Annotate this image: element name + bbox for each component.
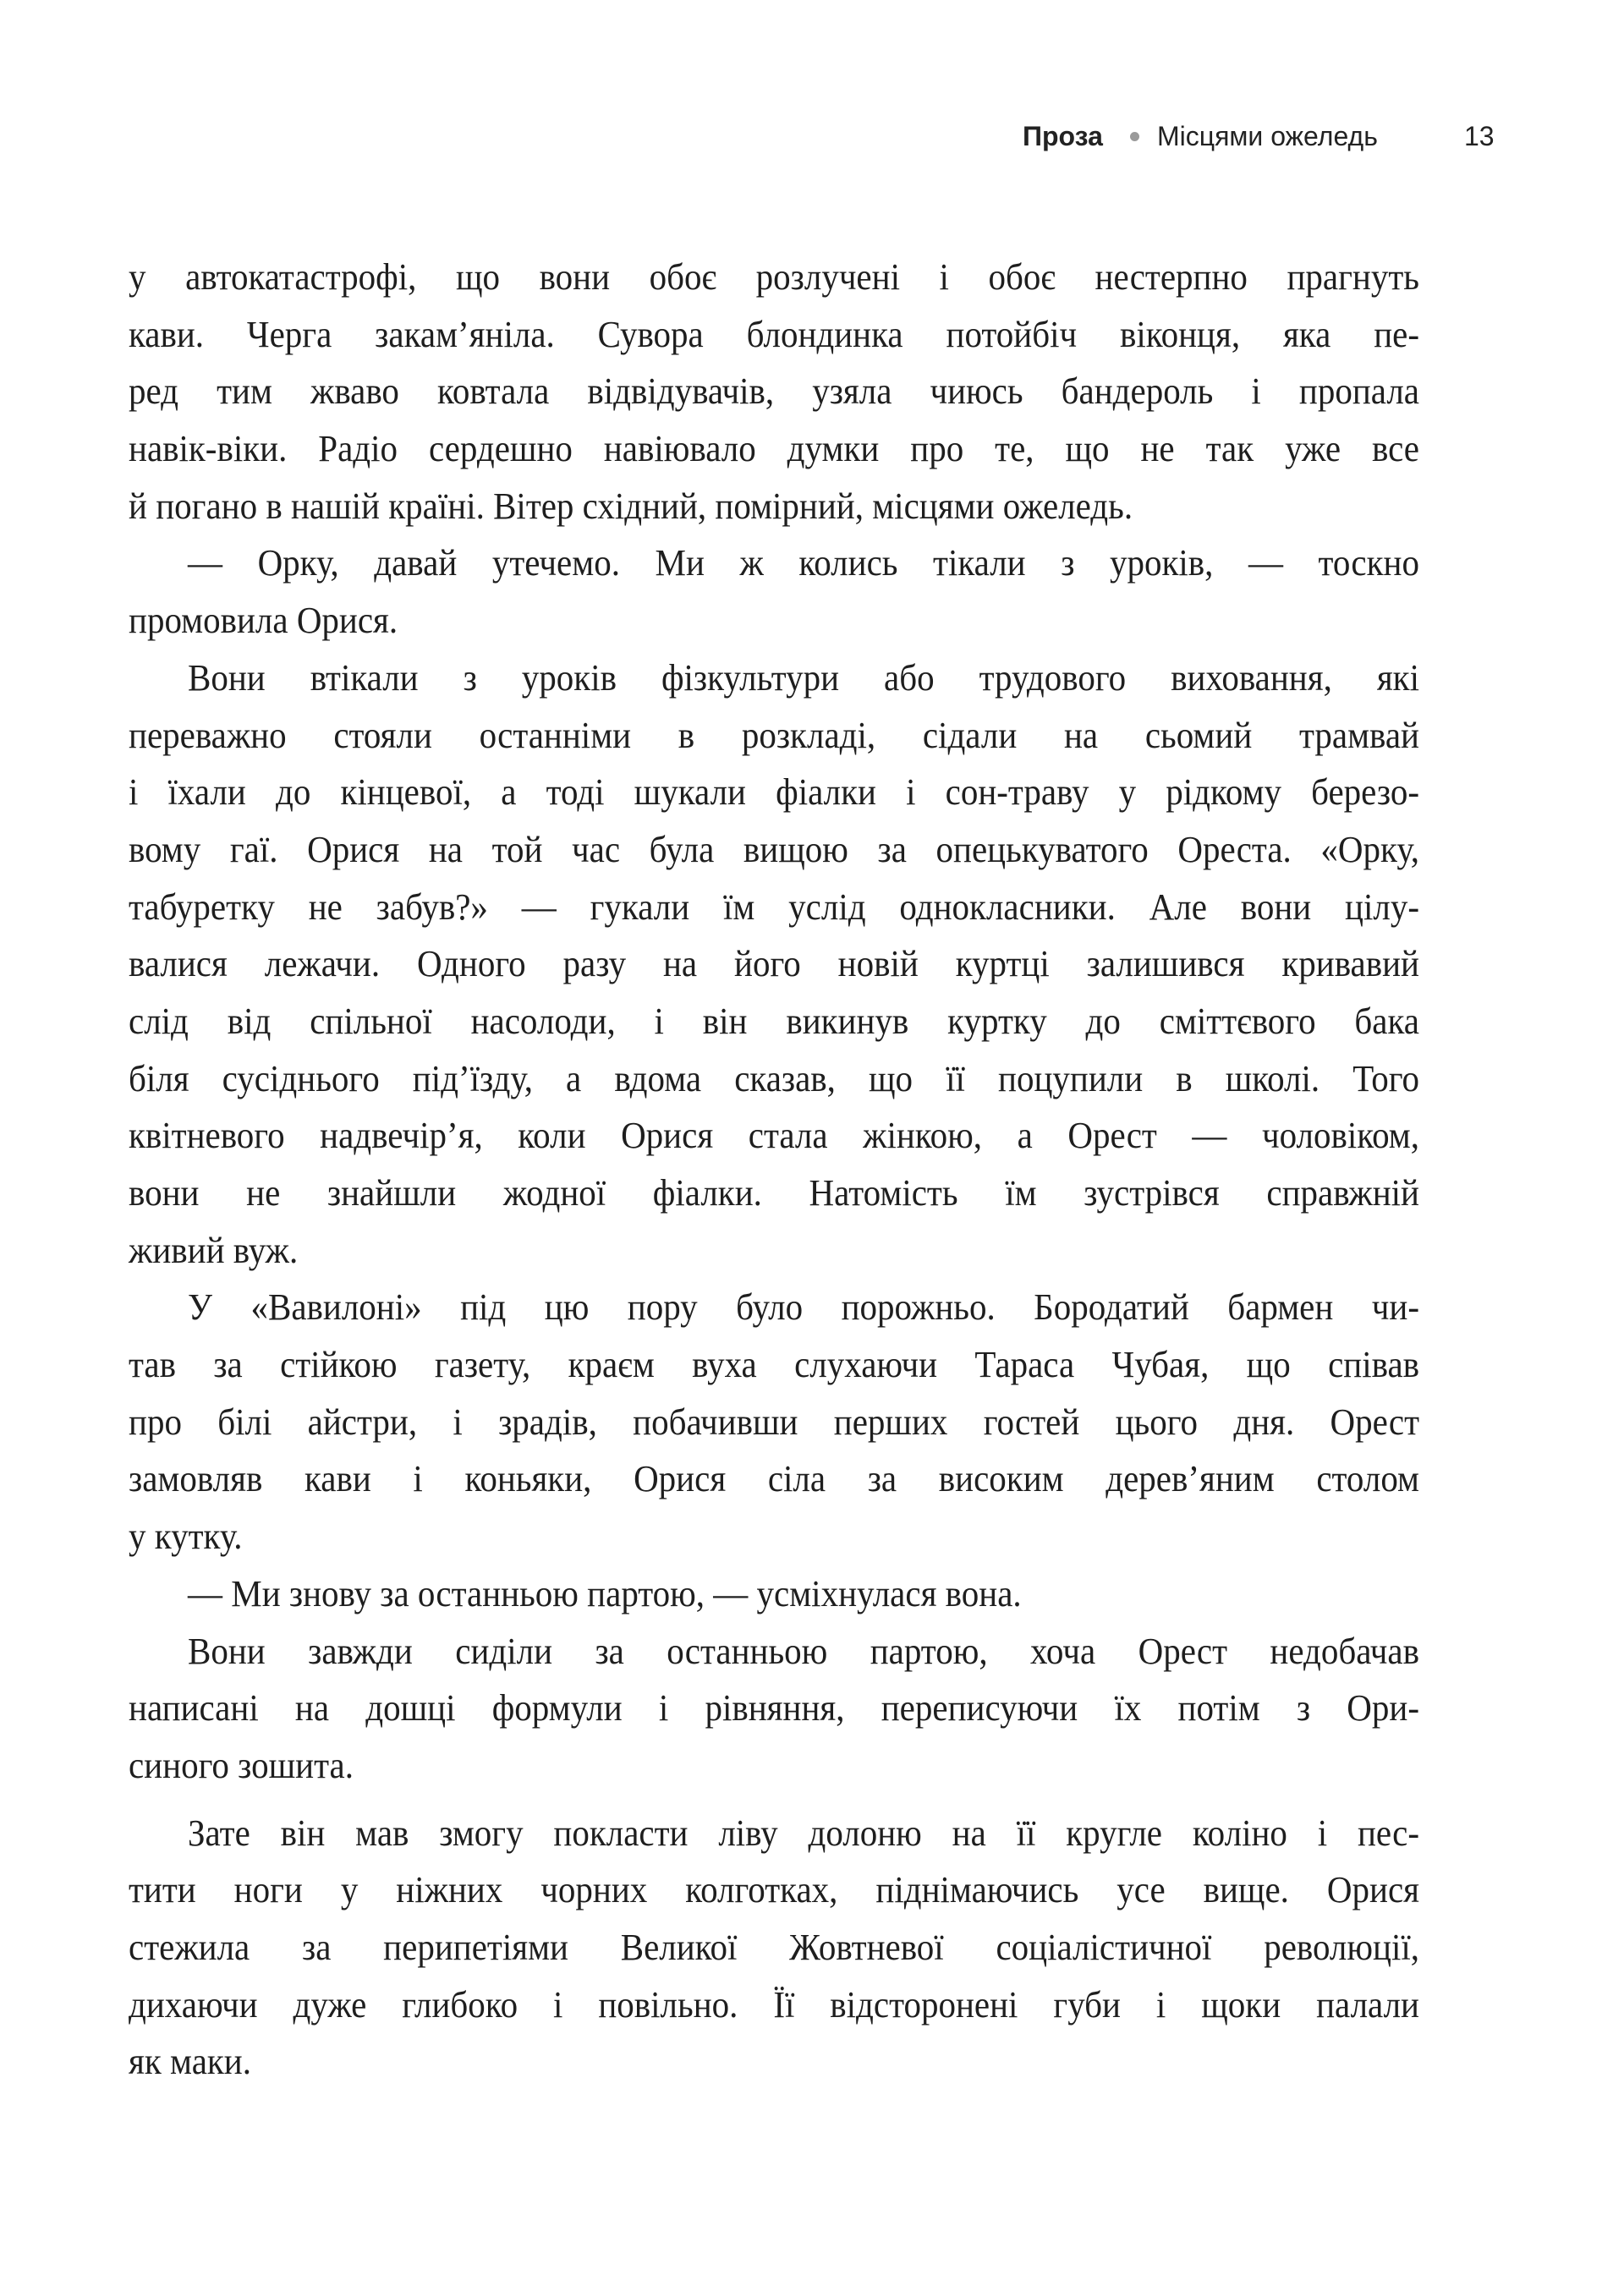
text-line: Вони втікали з уроків фізкультури або трудового виховання, які [188,655,1419,699]
text-line: вому гаї. Орися на той час була вищою за опецькуватого Ореста. «Орку, [129,827,1419,870]
text-line: ред тим жваво ковтала відвідувачів, узяла чиюсь бандероль і пропала [129,370,1419,413]
text-line: тити ноги у ніжних чорних колготках, піднімаючись усе вище. Орися [129,1868,1419,1911]
text-line: кави. Черга закам’яніла. Сувора блондинка потойбіч віконця, яка пе- [129,312,1419,355]
text-line: Зате він мав змогу покласти ліву долоню на її кругле коліно і пес- [188,1811,1419,1854]
paragraph [129,1623,1419,1795]
paragraph [129,1279,1419,1565]
text-line: у автокатастрофі, що вони обоє розлучені і обоє нестерпно прагнуть [129,255,1419,298]
text-line: валися лежачи. Одного разу на його новій куртці залишився кривавий [129,942,1419,985]
text-line: про білі айстри, і зрадів, побачивши перших гостей цього дня. Орест [129,1400,1419,1443]
text-line: промовила Орися. [129,599,398,641]
text-line: як маки. [129,2040,252,2083]
page-number: 13 [1464,121,1495,151]
text-line: табуретку не забув?» — гукали їм услід однокласники. Але вони цілу- [129,885,1419,928]
text-line: вони не знайшли жодної фіалки. Натомість їм зустрівся справжній [129,1171,1419,1214]
running-header [0,115,1624,157]
text-line: — Орку, давай утечемо. Ми ж колись тікали з уроків, — тоскно [188,541,1419,584]
text-line: біля сусіднього під’їзду, а вдома сказав, що її поцупили в школі. Того [129,1056,1419,1099]
text-line: замовляв кави і коньяки, Орися сіла за високим дерев’яним столом [129,1457,1419,1500]
text-line: навік-віки. Радіо сердешно навіювало думки про те, що не так уже все [129,427,1419,469]
paragraph [129,1805,1419,2091]
text-line: У «Вавилоні» під цю пору було порожньо. Бородатий бармен чи- [188,1286,1419,1329]
text-line: й погано в нашій країні. Вітер східний, помірний, місцями ожеледь. [129,484,1133,527]
text-line: переважно стояли останніми в розкладі, сідали на сьомий трамвай [129,713,1419,756]
text-line: — Ми знову за останньою партою, — усміхнулася вона. [188,1571,1022,1614]
section-name: Проза [1023,121,1103,151]
paragraph [129,1565,1419,1623]
text-line: тав за стійкою газету, краєм вуха слухаючи Тараса Чубая, що співав [129,1343,1419,1385]
text-line: дихаючи дуже глибоко і повільно. Її відсторонені губи і щоки палали [129,1982,1419,2026]
text-line: стежила за перипетіями Великої Жовтневої соціалістичної революції, [129,1926,1419,1968]
text-line: і їхали до кінцевої, а тоді шукали фіалки і сон-траву у рідкому березо- [129,770,1419,813]
text-line: слід від спільної насолоди, і він викинув куртку до сміттєвого бака [129,1000,1419,1042]
text-line: Вони завжди сиділи за останньою партою, хоча Орест недобачав [188,1629,1419,1672]
paragraph [129,249,1419,534]
text-line: живий вуж. [129,1228,299,1271]
separator-dot-icon [1130,132,1139,141]
text-line: у кутку. [129,1515,243,1557]
body-text [129,249,1419,2091]
chapter-title: Місцями ожеледь [1157,121,1378,151]
text-line: написані на дошці формули і рівняння, переписуючи їх потім з Ори- [129,1686,1419,1729]
text-line: квітневого надвечір’я, коли Орися стала жінкою, а Орест — чоловіком, [129,1114,1419,1157]
paragraph [129,534,1419,649]
text-line: синого зошита. [129,1743,354,1786]
paragraph [129,650,1419,1280]
